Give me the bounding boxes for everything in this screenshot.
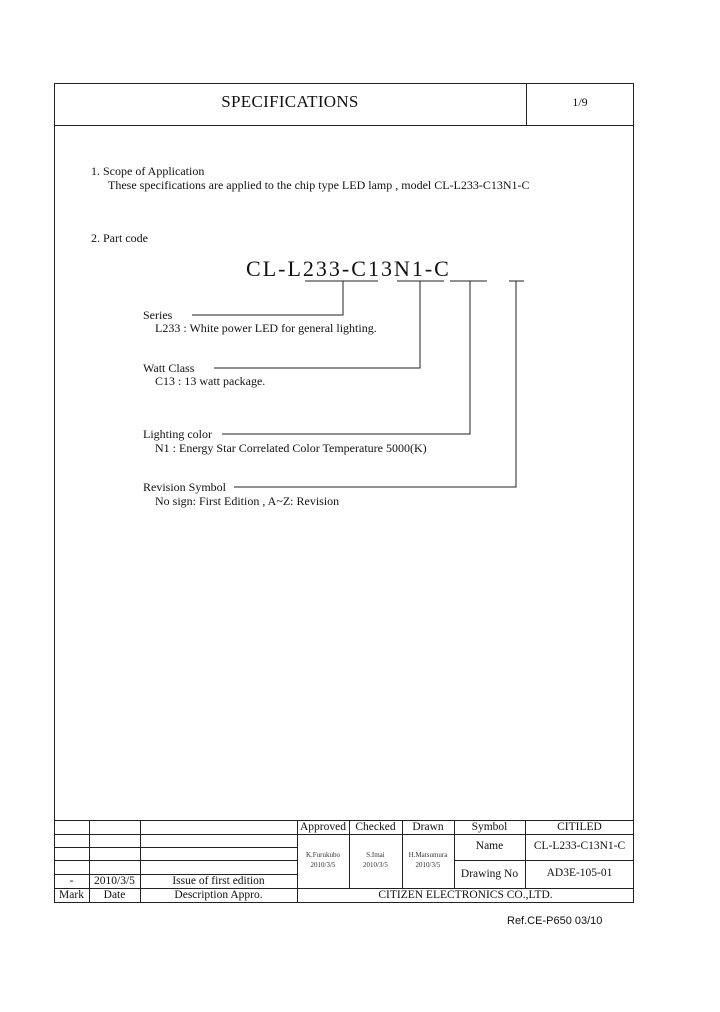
scope-heading: 1. Scope of Application — [91, 164, 205, 178]
code-char: 3 — [380, 256, 394, 281]
code-char: 3 — [328, 256, 342, 281]
code-char: L — [287, 256, 303, 281]
drawing-no-value: AD3E-105-01 — [546, 867, 613, 879]
drawn-date: 2010/3/5 — [415, 861, 441, 869]
code-char: - — [341, 256, 352, 281]
checked-header: Checked — [355, 821, 396, 833]
part-code-heading: 2. Part code — [91, 231, 148, 245]
lighting-color-label: Lighting color — [143, 427, 212, 441]
mark-column-header: Mark — [59, 889, 84, 901]
reference-code: Ref.CE-P650 03/10 — [507, 915, 603, 927]
name-value: CL-L233-C13N1-C — [533, 840, 626, 852]
symbol-value: CITILED — [557, 821, 602, 833]
lighting-color-desc: N1 : Energy Star Correlated Color Temperature 5000(K) — [155, 441, 427, 455]
watt-class-label: Watt Class — [143, 361, 195, 375]
drawn-by: H.Matsumura — [408, 851, 448, 859]
description-column-header: Description Appro. — [174, 889, 263, 901]
watt-class-desc: C13 : 13 watt package. — [155, 374, 266, 388]
page-number: 1/9 — [572, 95, 588, 109]
checked-by: S.Imai — [366, 851, 385, 859]
page-title: SPECIFICATIONS — [221, 92, 359, 111]
color-leader — [222, 281, 470, 434]
revision-symbol-desc: No sign: First Edition , A~Z: Revision — [155, 494, 340, 508]
code-char: C — [246, 256, 263, 281]
drawn-header: Drawn — [412, 821, 444, 833]
code-char: 1 — [411, 256, 425, 281]
drawing-no-label: Drawing No — [460, 868, 519, 880]
series-label: Series — [143, 308, 173, 322]
date-column-header: Date — [103, 889, 126, 901]
series-desc: L233 : White power LED for general lighting. — [155, 321, 377, 335]
revision-date: 2010/3/5 — [94, 875, 135, 887]
code-char: L — [262, 256, 279, 281]
code-char: - — [278, 256, 288, 281]
series-leader — [192, 281, 343, 315]
revision-symbol-label: Revision Symbol — [143, 480, 227, 494]
code-char: N — [393, 256, 412, 281]
company-name: CITIZEN ELECTRONICS CO.,LTD. — [378, 889, 553, 901]
scope-text: These specifications are applied to the chip type LED lamp , model CL-L233-C13N1-C — [108, 178, 530, 192]
code-char: 3 — [315, 256, 329, 281]
approved-header: Approved — [300, 821, 346, 833]
revision-mark: - — [69, 875, 74, 887]
code-char: 1 — [367, 256, 381, 281]
code-char: C — [351, 256, 368, 281]
revision-leader — [234, 281, 516, 487]
code-char: 2 — [302, 256, 316, 281]
approved-by: K.Furukubo — [305, 851, 341, 859]
symbol-label: Symbol — [471, 821, 508, 833]
name-label: Name — [475, 840, 504, 852]
code-char: C — [434, 256, 451, 281]
checked-date: 2010/3/5 — [363, 861, 388, 869]
approved-date: 2010/3/5 — [310, 861, 336, 869]
revision-description: Issue of first edition — [172, 875, 265, 887]
code-char: - — [424, 256, 435, 281]
